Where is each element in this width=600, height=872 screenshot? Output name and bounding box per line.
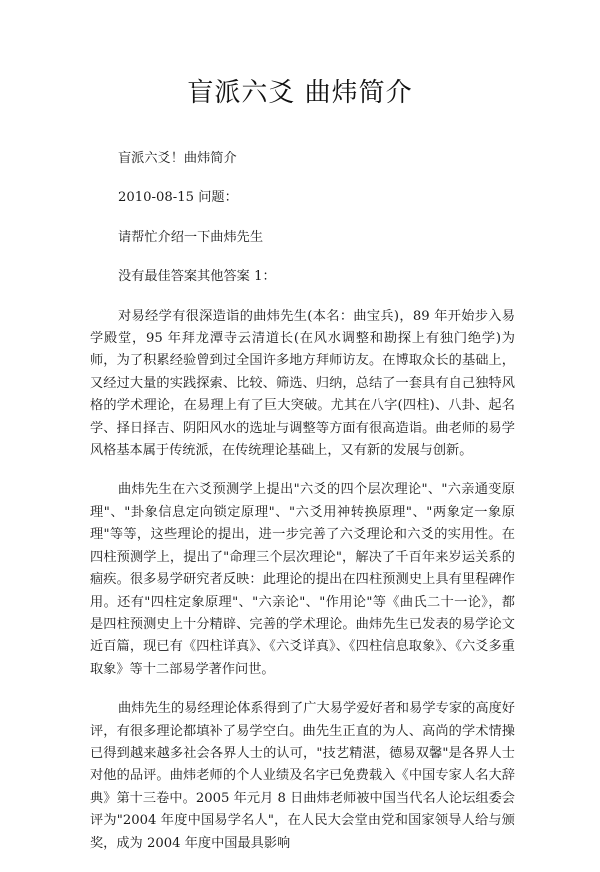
body-paragraph-3: 曲炜先生的易经理论体系得到了广大易学爱好者和易学专家的高度好评，有很多理论都填补了易学空白。曲先生正直的为人、高尚的学术情操已得到越来越多社会各界人士的认可，"技艺精湛，德易双馨"是各界人士对他的品评。曲炜老师的个人业绩及名字已免费载入《中国专家人名大辞典》第十三卷中。2005 年元月 8 日曲炜老师被中国当代名人论坛组委会评为"2004 年度中国易学名人"，在人民大会堂由党和国家领导人给与颁奖，成为 2004 年度中国最具影响	[90, 701, 515, 851]
date-question-line: 2010-08-15 问题：	[118, 190, 238, 206]
answer-header-line: 没有最佳答案其他答案 1：	[118, 269, 276, 285]
body-paragraph-1: 对易经学有很深造诣的曲炜先生(本名：曲宝兵)，89 年开始步入易学殿堂，95 年拜龙潭寺云清道长(在风水调整和勘探上有独门绝学)为师，为了积累经验曾到过全国许多地方拜师访友。在博取众长的基础上，又经过大量的实践探索、比较、筛选、归纳，总结了一套具有自己独特风格的学术理论，在易理上有了巨大突破。尤其在八字(四柱)、八卦、起名学、择日择吉、阴阳风水的选址与调整等方面有很高造诣。曲老师的易学风格基本属于传统派，在传统理论基础上，又有新的发展与创新。	[90, 308, 515, 459]
subtitle-line: 盲派六爻！曲炜简介	[118, 151, 237, 166]
document-title: 盲派六爻 曲炜简介	[187, 78, 413, 108]
body-paragraph-2: 曲炜先生在六爻预测学上提出"六爻的四个层次理论"、"六亲通变原理"、"卦象信息定向锁定原理"、"六爻用神转换原理"、"两象定一象原理"等等，这些理论的提出，进一步完善了六爻理论和六爻的实用性。在四柱预测学上，提出了"命理三个层次理论"，解决了千百年来岁运关系的痼疾。很多易学研究者反映：此理论的提出在四柱预测史上具有里程碑作用。还有"四柱定象原理"、"六亲论"、"作用论"等《曲氏二十一论》，都是四柱预测史上十分精辟、完善的学术理论。曲炜先生已发表的易学论文近百篇，现已有《四柱详真》、《六爻详真》、《四柱信息取象》、《六爻多重取象》等十二部易学著作问世。	[90, 482, 515, 677]
question-line: 请帮忙介绍一下曲炜先生	[118, 229, 264, 245]
document-body	[90, 148, 515, 872]
